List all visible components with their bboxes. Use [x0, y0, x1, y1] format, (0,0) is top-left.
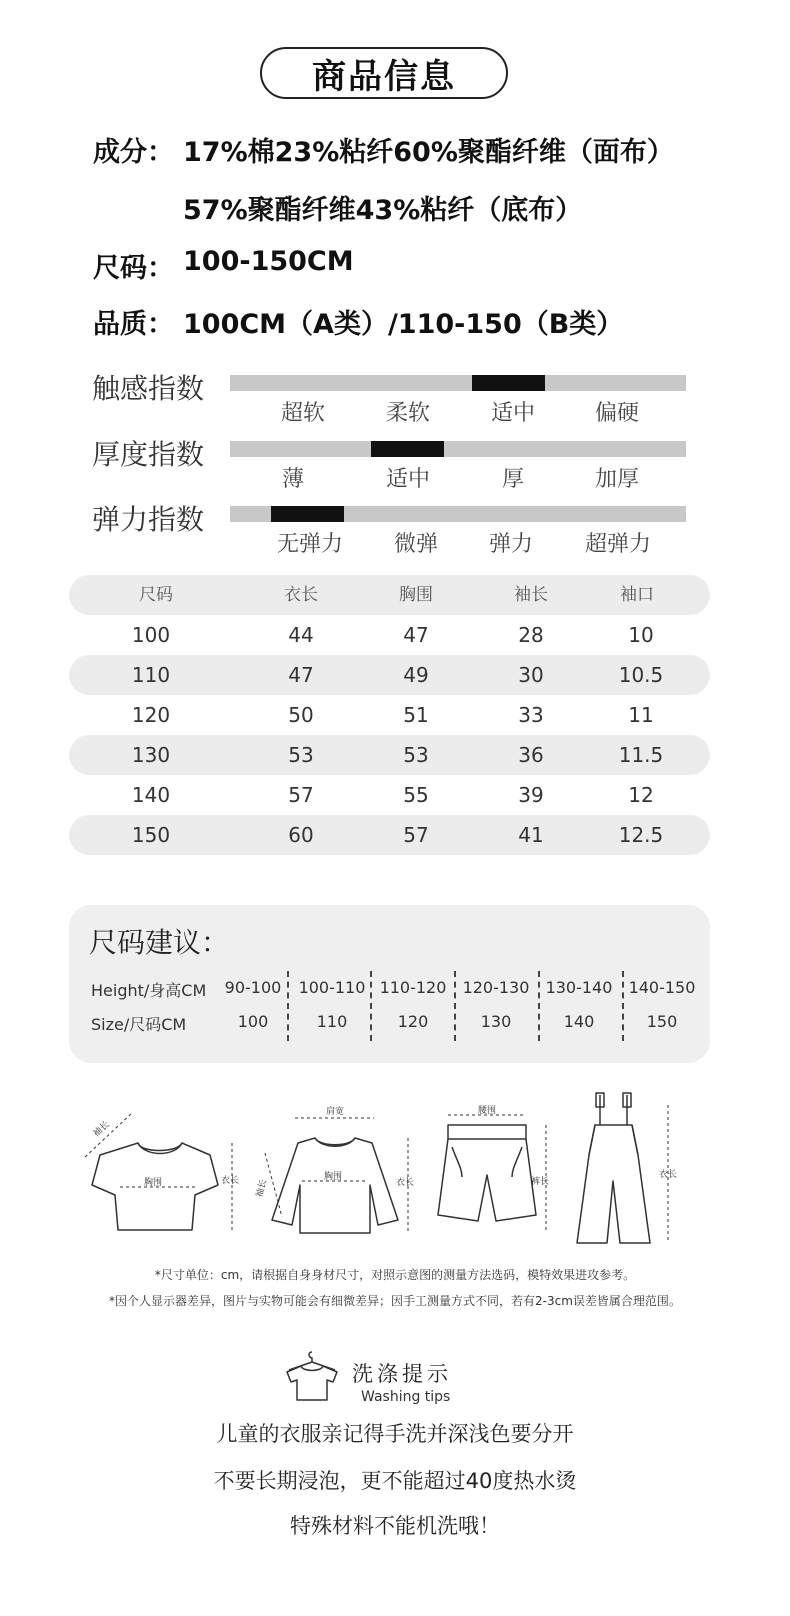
tshirt-sleeve-label: 袖长 — [91, 1119, 112, 1140]
table-cell: 53 — [288, 743, 314, 767]
scale-label: 适中 — [490, 401, 535, 426]
table-cell: 49 — [403, 663, 429, 687]
table-header-cell: 袖口 — [620, 585, 654, 605]
washing-tip-line: 不要长期浸泡，更不能超过40度热水烫 — [213, 1469, 577, 1493]
quality-label: 品质： — [93, 309, 174, 340]
index-label: 弹力指数 — [92, 503, 205, 536]
washing-tip-line: 儿童的衣服亲记得手洗并深浅色要分开 — [216, 1422, 574, 1446]
washing-tip-line: 特殊材料不能机洗哦！ — [290, 1514, 500, 1538]
scale-label: 超软 — [280, 401, 325, 426]
size-cell: 110 — [316, 1012, 348, 1031]
column-divider — [287, 971, 289, 1041]
table-header-cell: 袖长 — [514, 585, 548, 605]
scale-label: 弹力 — [488, 532, 533, 557]
table-cell: 100 — [131, 623, 171, 647]
table-row — [69, 695, 710, 735]
table-row — [69, 775, 710, 815]
table-cell: 51 — [403, 703, 429, 727]
index-bar — [230, 441, 686, 457]
index-bar — [230, 375, 686, 391]
table-cell: 39 — [518, 783, 544, 807]
table-header-cell: 衣长 — [284, 585, 318, 605]
sweater-shoulder-label: 肩宽 — [325, 1107, 345, 1117]
measurement-diagrams — [0, 1085, 790, 1255]
sweater-chest-label: 胸围 — [323, 1172, 343, 1182]
column-divider — [454, 971, 456, 1041]
table-cell: 28 — [518, 623, 544, 647]
composition-label: 成分： — [93, 137, 174, 168]
size-cell: 140 — [563, 1012, 595, 1031]
height-cell: 90-100 — [224, 978, 282, 997]
scale-label: 微弹 — [393, 532, 438, 557]
table-cell: 57 — [288, 783, 314, 807]
size-value: 100-150CM — [183, 246, 354, 277]
note-line-2: *因个人显示器差异，图片与实物可能会有细微差异；因手工测量方式不同，若有2-3cm误差皆属合理范围。 — [109, 1294, 681, 1308]
composition-line1: 17%棉23%粘纤60%聚酯纤维（面布） — [183, 137, 674, 168]
sweater-sleeve-label: 袖长 — [254, 1178, 270, 1199]
table-cell: 50 — [288, 703, 314, 727]
height-cell: 130-140 — [545, 978, 613, 997]
scale-label: 厚 — [501, 467, 524, 492]
table-header-cell: 胸围 — [399, 585, 433, 605]
size-cell: 130 — [480, 1012, 512, 1031]
size-advice-panel — [69, 905, 710, 1063]
table-cell: 53 — [403, 743, 429, 767]
overalls-diagram — [577, 1093, 650, 1243]
tshirt-chest-label: 胸围 — [143, 1178, 163, 1188]
size-cell: 120 — [397, 1012, 429, 1031]
index-label: 厚度指数 — [92, 438, 205, 471]
table-cell: 130 — [131, 743, 171, 767]
table-cell: 30 — [518, 663, 544, 687]
size-cell: 150 — [646, 1012, 678, 1031]
height-cell: 140-150 — [628, 978, 696, 997]
index-level — [371, 441, 444, 457]
height-cell: 100-110 — [298, 978, 366, 997]
table-cell: 55 — [403, 783, 429, 807]
page-title: 商品信息 — [260, 47, 508, 99]
scale-label: 超弹力 — [584, 532, 651, 557]
table-cell: 33 — [518, 703, 544, 727]
shorts-diagram — [438, 1125, 536, 1221]
table-cell: 57 — [403, 823, 429, 847]
index-level — [472, 375, 545, 391]
height-cell: 120-130 — [462, 978, 530, 997]
quality-value: 100CM（A类）/110-150（B类） — [183, 309, 624, 340]
height-cell: 110-120 — [379, 978, 447, 997]
table-cell: 110 — [131, 663, 171, 687]
table-cell: 140 — [131, 783, 171, 807]
height-row-label: Height/身高CM — [91, 981, 207, 1000]
table-row — [69, 815, 710, 855]
table-cell: 12.5 — [618, 823, 664, 847]
table-row — [69, 615, 710, 655]
note-line-1: *尺寸单位：cm，请根据自身身材尺寸，对照示意图的测量方法选码，模特效果进攻参考。 — [154, 1268, 636, 1282]
size-row-label: Size/尺码CM — [91, 1015, 187, 1034]
table-header-row — [69, 575, 710, 615]
washing-title: 洗涤提示 — [352, 1362, 452, 1386]
table-cell: 60 — [288, 823, 314, 847]
scale-label: 加厚 — [594, 467, 639, 492]
scale-label: 无弹力 — [276, 532, 343, 557]
index-level — [271, 506, 344, 522]
scale-label: 薄 — [281, 467, 304, 492]
size-cell: 100 — [237, 1012, 269, 1031]
index-bar — [230, 506, 686, 522]
shirt-hanger-icon — [283, 1348, 341, 1404]
table-cell: 11 — [628, 703, 654, 727]
table-cell: 10.5 — [618, 663, 664, 687]
shorts-waist-label: 腰围 — [477, 1106, 497, 1116]
scale-label: 柔软 — [385, 401, 430, 426]
size-advice-title: 尺码建议： — [89, 926, 230, 959]
table-row — [69, 655, 710, 695]
table-cell: 120 — [131, 703, 171, 727]
table-cell: 36 — [518, 743, 544, 767]
table-cell: 10 — [628, 623, 654, 647]
table-cell: 41 — [518, 823, 544, 847]
table-header-cell: 尺码 — [139, 585, 173, 605]
composition-line2: 57%聚酯纤维43%粘纤（底布） — [183, 195, 583, 226]
index-label: 触感指数 — [92, 372, 205, 405]
table-cell: 11.5 — [618, 743, 664, 767]
size-label: 尺码： — [93, 253, 174, 284]
overalls-length-label: 衣长 — [658, 1170, 678, 1180]
column-divider — [538, 971, 540, 1041]
table-cell: 47 — [403, 623, 429, 647]
column-divider — [622, 971, 624, 1041]
column-divider — [370, 971, 372, 1041]
table-cell: 47 — [288, 663, 314, 687]
table-cell: 150 — [131, 823, 171, 847]
scale-label: 偏硬 — [594, 401, 639, 426]
table-cell: 44 — [288, 623, 314, 647]
table-cell: 12 — [628, 783, 654, 807]
washing-subtitle: Washing tips — [361, 1389, 451, 1405]
shorts-length-label: 裤长 — [530, 1177, 550, 1187]
tshirt-length-label: 衣长 — [220, 1176, 240, 1186]
sweater-length-label: 衣长 — [395, 1178, 415, 1188]
sweater-diagram — [272, 1138, 398, 1233]
scale-label: 适中 — [385, 467, 430, 492]
table-row — [69, 735, 710, 775]
